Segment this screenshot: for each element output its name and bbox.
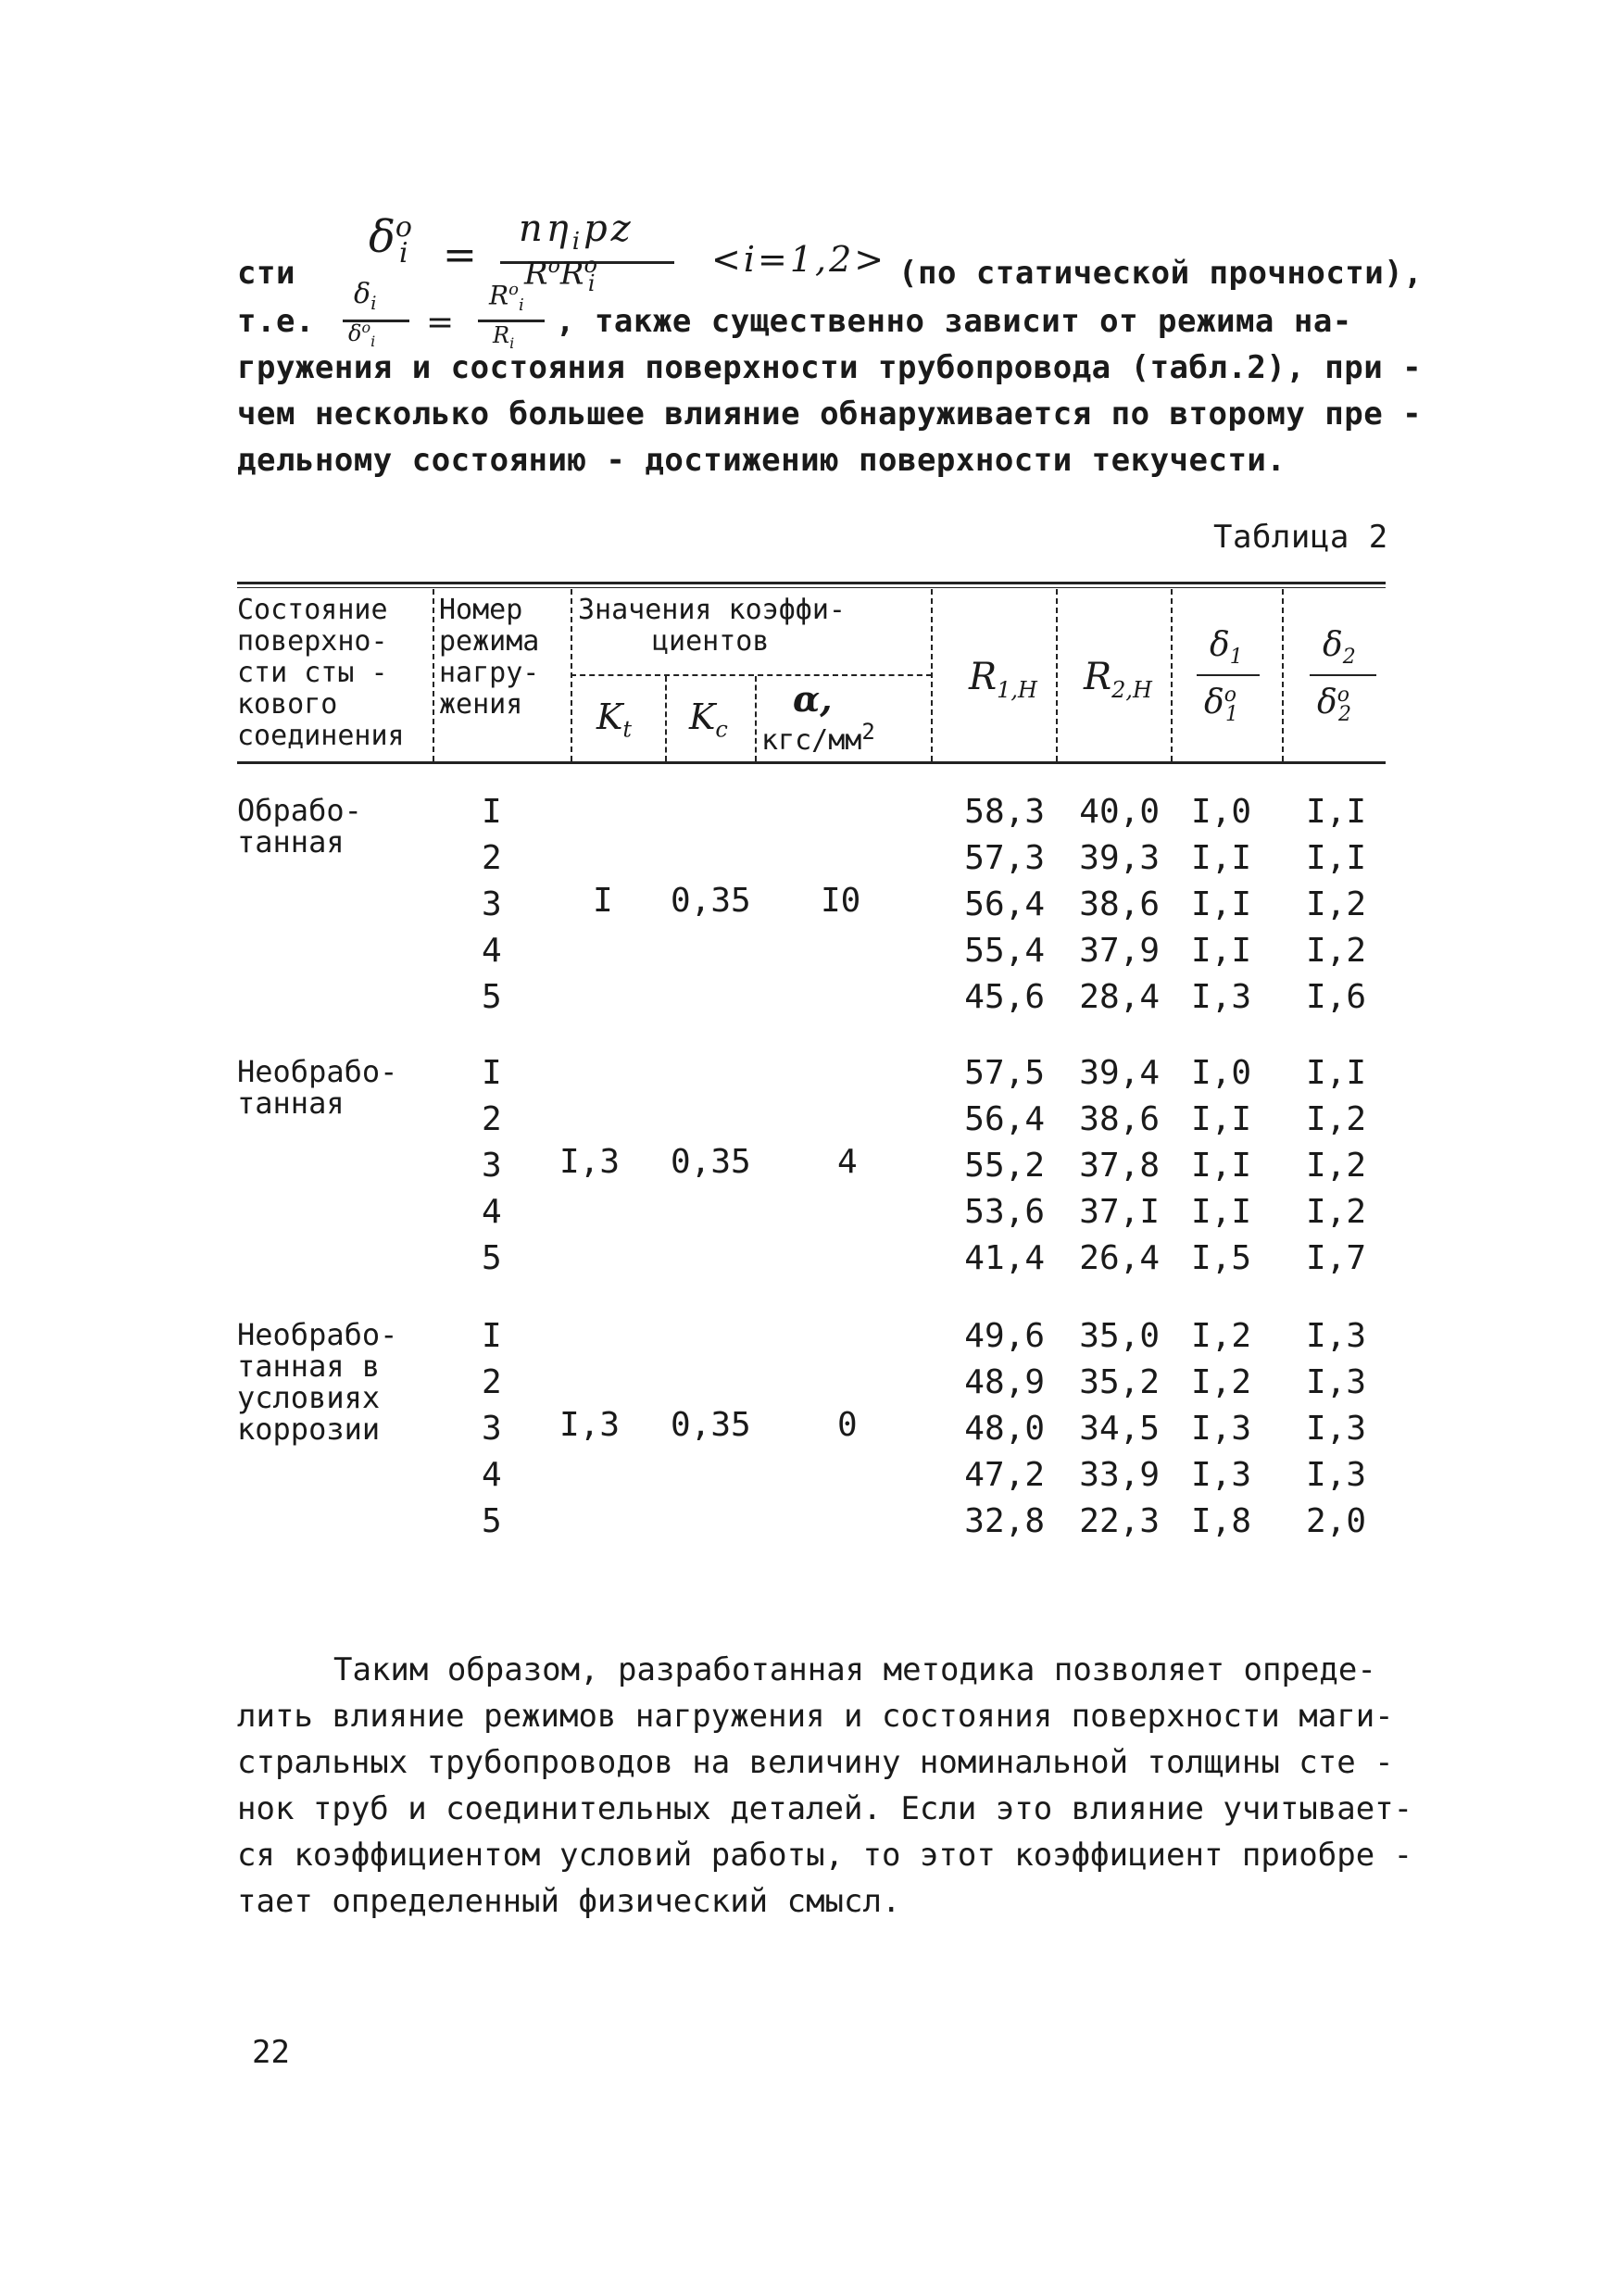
col-sep	[931, 589, 933, 761]
intro-line5: дельному состоянию - достижению поверхности текучести.	[237, 442, 1286, 479]
equals-sign: =	[443, 232, 477, 279]
header-d2-den: $\delta^o_2$	[1317, 684, 1351, 727]
col-sep	[571, 589, 572, 761]
intro-line2-prefix: т.е.	[237, 303, 315, 340]
col-sep	[665, 676, 667, 761]
r2-column: 39,4 38,6 37,8 37,I 26,4	[1079, 1054, 1160, 1277]
intro-line2-suffix: , также существенно зависит от режима на-	[556, 303, 1352, 340]
fraction-bar	[1197, 674, 1260, 676]
group-state-label: Обрабо- танная	[237, 793, 362, 859]
kt-value: I,3	[559, 1406, 621, 1444]
col-sep	[433, 589, 434, 761]
coef-subheader-rule	[571, 674, 932, 676]
alpha-value: I0	[821, 882, 861, 920]
header-coefficients: Значения коэффи- циентов	[578, 594, 846, 658]
header-alpha: α,	[793, 678, 833, 720]
mode-column: I 2 3 4 5	[482, 1317, 502, 1540]
intro-line1-prefix: сти	[237, 255, 295, 292]
formula-b-rhs-den: $R_i$	[493, 322, 515, 352]
d1-column: I,0 I,I I,I I,I I,5	[1191, 1054, 1252, 1277]
header-d1-den: $\delta^o_1$	[1204, 684, 1238, 727]
formula-a-condition: <i=1,2>	[711, 239, 887, 280]
formula-a-numerator: $n\eta_ipz$	[519, 207, 634, 256]
intro-line3: гружения и состояния поверхности трубопровода (табл.2), при -	[237, 349, 1423, 386]
intro-line4: чем несколько большее влияние обнаруживается по второму пре -	[237, 395, 1423, 433]
d1-column: I,2 I,2 I,3 I,3 I,8	[1191, 1317, 1252, 1540]
d2-column: I,I I,I I,2 I,2 I,6	[1306, 793, 1367, 1016]
kc-value: 0,35	[671, 1143, 751, 1181]
formula-b-lhs-den: $\delta^o_i$	[348, 319, 376, 350]
formula-delta-lhs: $\delta^o_i$	[369, 211, 412, 270]
r1-column: 57,5 56,4 55,2 53,6 41,4	[964, 1054, 1045, 1277]
kc-value: 0,35	[671, 1406, 751, 1444]
r2-column: 40,0 39,3 38,6 37,9 28,4	[1079, 793, 1160, 1016]
col-sep	[1171, 589, 1173, 761]
r2-column: 35,0 35,2 34,5 33,9 22,3	[1079, 1317, 1160, 1540]
header-alpha-unit: кгс/$мм^2$	[761, 719, 875, 757]
group-state-label: Необрабо- танная	[237, 1054, 398, 1121]
conclusion-paragraph: Таким образом, разработанная методика позволяет опреде- лить влияние режимов нагружения и состояния поверхности маги- стральных трубопроводов на величину номинальной толщины сте - нок труб и соединительных деталей. Если это влияние учитывает- ся коэффициентом условий работы, то этот коэффициент приобре - тает определенный физический смысл.	[237, 1651, 1413, 1920]
col-sep	[1282, 589, 1284, 761]
kt-value: I,3	[559, 1143, 621, 1181]
table-caption: Таблица 2	[1213, 519, 1388, 556]
formula-a-denominator: $R^oR^o_i$	[524, 252, 597, 297]
kc-value: 0,35	[671, 882, 751, 920]
header-d1-num: $\delta_1$	[1210, 626, 1243, 670]
header-state: Состояние поверхно- сти сты - кового соединения	[237, 594, 405, 752]
page-number: 22	[252, 2034, 290, 2071]
r1-column: 58,3 57,3 56,4 55,4 45,6	[964, 793, 1045, 1016]
header-r1: $R_{1,H}$	[969, 656, 1037, 703]
kt-value: I	[593, 882, 613, 920]
r1-column: 49,6 48,9 48,0 47,2 32,8	[964, 1317, 1045, 1540]
header-kc: $K_c$	[689, 696, 728, 743]
equals-sign: =	[426, 304, 455, 342]
table-top-rule	[237, 582, 1386, 584]
group-state-label: Необрабо- танная в условиях коррозии	[237, 1317, 398, 1447]
header-bottom-rule	[237, 761, 1386, 764]
header-mode: Номер режима нагру- жения	[439, 594, 540, 721]
formula-b-rhs-num: $R^o_i$	[489, 280, 524, 315]
formula-b-lhs-num: $\delta_i$	[354, 278, 377, 314]
table-top-rule-inner	[237, 587, 1386, 588]
header-d2-num: $\delta_2$	[1323, 626, 1356, 670]
alpha-value: 4	[837, 1143, 858, 1181]
intro-line1-suffix: (по статической прочности),	[898, 255, 1424, 292]
d2-column: I,3 I,3 I,3 I,3 2,0	[1306, 1317, 1367, 1540]
fraction-bar	[1310, 674, 1376, 676]
mode-column: I 2 3 4 5	[482, 1054, 502, 1277]
d2-column: I,I I,2 I,2 I,2 I,7	[1306, 1054, 1367, 1277]
col-sep	[755, 676, 757, 761]
header-kt: $K_t$	[596, 696, 633, 743]
col-sep	[1056, 589, 1058, 761]
alpha-value: 0	[837, 1406, 858, 1444]
mode-column: I 2 3 4 5	[482, 793, 502, 1016]
d1-column: I,0 I,I I,I I,I I,3	[1191, 793, 1252, 1016]
header-r2: $R_{2,H}$	[1084, 656, 1152, 703]
